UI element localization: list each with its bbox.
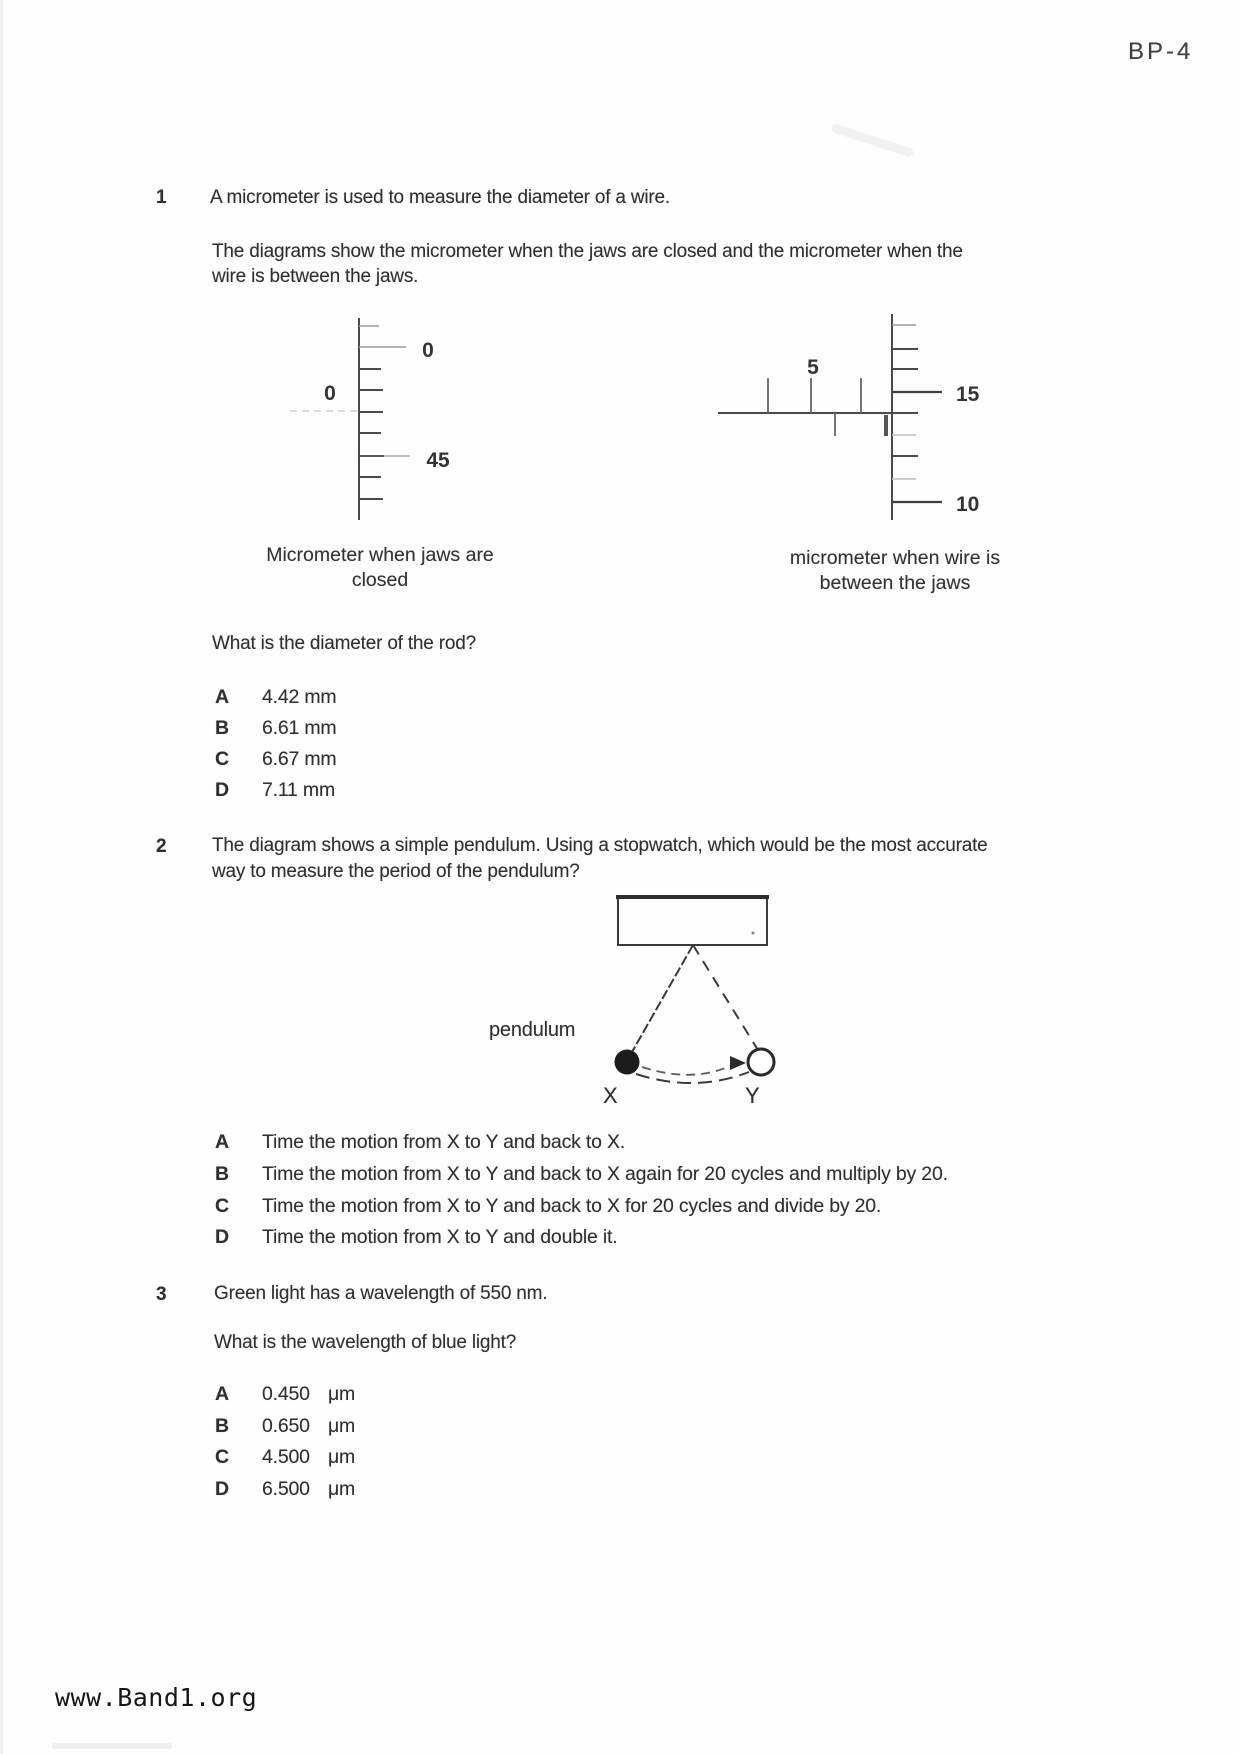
option-unit: μm [328, 1446, 356, 1468]
q3-stem-line2: What is the wavelength of blue light? [214, 1332, 517, 1353]
q1-question: What is the diameter of the rod? [212, 633, 476, 654]
q3-stem-line1: Green light has a wavelength of 550 nm. [214, 1283, 548, 1304]
arc-arrowhead [730, 1056, 746, 1070]
option-letter: B [215, 1415, 229, 1437]
option-letter: B [215, 1163, 229, 1185]
option-letter: C [215, 1446, 229, 1468]
option-letter: D [215, 1478, 229, 1500]
q3-number: 3 [156, 1284, 167, 1305]
main-scale-zero-label: 0 [324, 382, 336, 405]
pendulum-string-right [693, 945, 758, 1050]
pendulum-label: pendulum [489, 1019, 576, 1041]
option-letter: D [215, 1226, 229, 1248]
q3-option-d [215, 1478, 355, 1501]
q2-stem-line2: way to measure the period of the pendulum? [212, 861, 580, 882]
option-letter: C [215, 1195, 229, 1217]
pendulum-diagram [480, 888, 820, 1118]
q2-option-c [215, 1195, 881, 1218]
option-unit: μm [328, 1478, 356, 1500]
option-text: Time the motion from X to Y and back to X. [262, 1131, 626, 1153]
q1-option-b [215, 717, 336, 740]
q1-para-line1: The diagrams show the micrometer when the jaws are closed and the micrometer when the [212, 241, 963, 262]
swing-arc-inner [642, 1064, 734, 1075]
scan-smudge-top [831, 123, 915, 158]
option-letter: A [215, 1383, 229, 1405]
option-text: 7.11 mm [262, 779, 336, 801]
micrometer-wire-diagram [690, 305, 1000, 535]
option-letter: D [215, 779, 229, 801]
option-unit: μm [328, 1415, 356, 1437]
left-diagram-caption: Micrometer when jaws are closed [266, 544, 494, 591]
option-text: Time the motion from X to Y and back to X again for 20 cycles and multiply by 20. [262, 1163, 948, 1185]
q3-option-c [215, 1446, 355, 1469]
thimble-15-label: 15 [956, 383, 980, 406]
option-value: 6.500 [262, 1478, 310, 1500]
q3-option-a [215, 1383, 355, 1406]
q2-number: 2 [156, 836, 167, 857]
main-scale-5-label: 5 [807, 356, 819, 379]
pendulum-support [618, 896, 767, 945]
q1-option-d [215, 779, 335, 802]
option-letter: A [215, 1131, 229, 1153]
option-value: 4.500 [262, 1446, 310, 1468]
scan-edge-artifact [0, 0, 3, 1754]
right-diagram-caption: micrometer when wire is between the jaws [789, 547, 1001, 594]
option-text: 4.42 mm [262, 686, 337, 708]
thimble-zero-label: 0 [422, 339, 434, 362]
option-value: 0.650 [262, 1415, 310, 1437]
q1-number: 1 [156, 187, 167, 208]
bob-y-outline [748, 1049, 774, 1075]
thimble-10-label: 10 [956, 493, 980, 516]
option-letter: B [215, 717, 229, 739]
position-y-label: Y [745, 1083, 760, 1108]
website-watermark: www.Band1.org [55, 1683, 258, 1712]
option-value: 0.450 [262, 1383, 310, 1405]
option-letter: A [215, 686, 229, 708]
q1-stem-line: A micrometer is used to measure the diameter of a wire. [210, 187, 670, 208]
option-unit: μm [328, 1383, 356, 1405]
option-letter: C [215, 748, 229, 770]
swing-arc [636, 1072, 749, 1083]
scan-smudge-bottom [52, 1743, 172, 1749]
micrometer-closed-diagram [270, 305, 520, 535]
option-text: 6.67 mm [262, 748, 337, 770]
pendulum-string-left [632, 945, 693, 1052]
q1-para-line2: wire is between the jaws. [212, 266, 419, 287]
q1-option-c [215, 748, 336, 771]
position-x-label: X [603, 1083, 618, 1108]
option-text: Time the motion from X to Y and double it. [262, 1226, 618, 1248]
bob-x-filled [615, 1050, 640, 1075]
q2-option-a [215, 1131, 625, 1154]
q2-stem-line1: The diagram shows a simple pendulum. Using a stopwatch, which would be the most accurate [212, 835, 988, 856]
q2-option-b [215, 1163, 948, 1186]
option-text: Time the motion from X to Y and back to X for 20 cycles and divide by 20. [262, 1195, 882, 1217]
option-text: 6.61 mm [262, 717, 337, 739]
thimble-45-label: 45 [426, 449, 450, 472]
q3-option-b [215, 1415, 355, 1438]
q2-option-d [215, 1226, 617, 1249]
q1-option-a [215, 686, 336, 709]
page-code: BP-4 [1128, 38, 1194, 65]
